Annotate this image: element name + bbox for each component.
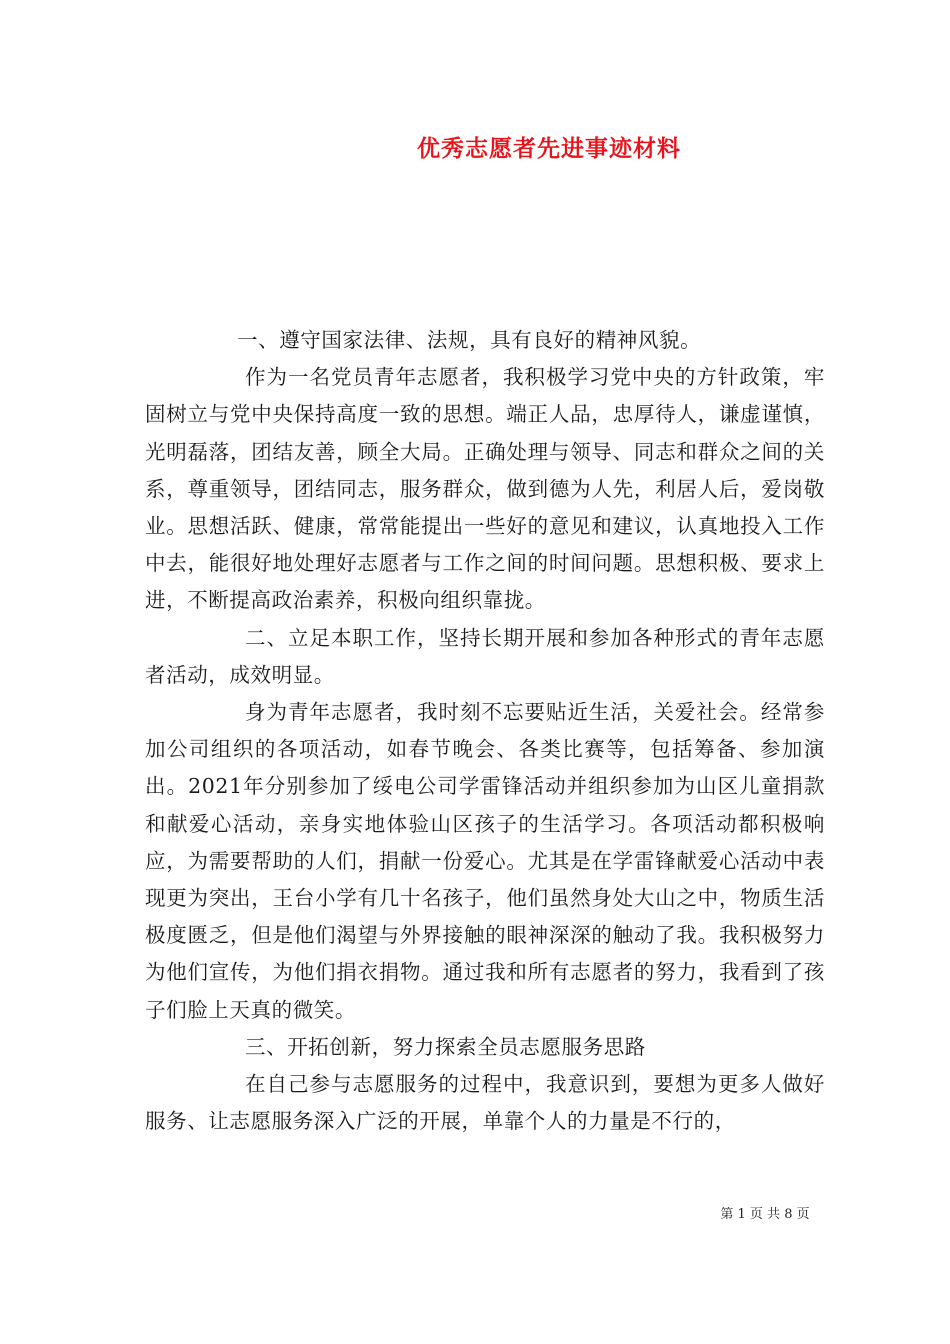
section-heading-1: 一、遵守国家法律、法规，具有良好的精神风貌。 xyxy=(237,328,702,352)
paragraph: 作为一名党员青年志愿者，我积极学习党中央的方针政策，牢固树立与党中央保持高度一致的思想。端正人品，忠厚待人，谦虚谨慎，光明磊落，团结友善，顾全大局。正确处理与领导、同志和群众之间的关系，尊重领导，团结同志，服务群众，做到德为人先，利居人后，爱岗敬业。思想活跃、健康，常常能提出一些好的意见和建议，认真地投入工作中去，能很好地处理好志愿者与工作之间的时间问题。思想积极、要求上进，不断提高政治素养，积极向组织靠拢。 xyxy=(145,365,825,613)
document-body xyxy=(145,322,825,1140)
section-heading-2: 二、立足本职工作，坚持长期开展和参加各种形式的青年志愿者活动，成效明显。 xyxy=(145,625,825,687)
paragraph: 在自己参与志愿服务的过程中，我意识到，要想为更多人做好服务、让志愿服务深入广泛的开展，单靠个人的力量是不行的， xyxy=(145,1072,825,1134)
document-title: 优秀志愿者先进事迹材料 xyxy=(417,135,681,162)
section-heading-3: 三、开拓创新，努力探索全员志愿服务思路 xyxy=(245,1034,646,1059)
paragraph: 身为青年志愿者，我时刻不忘要贴近生活，关爱社会。经常参加公司组织的各项活动，如春节晚会、各类比赛等，包括筹备、参加演出。2021年分别参加了绥电公司学雷锋活动并组织参加为山区儿童捐款和献爱心活动，亲身实地体验山区孩子的生活学习。各项活动都积极响应，为需要帮助的人们，捐献一份爱心。尤其是在学雷锋献爱心活动中表现更为突出，王台小学有几十名孩子，他们虽然身处大山之中，物质生活极度匮乏，但是他们渴望与外界接触的眼神深深的触动了我。我积极努力为他们宣传，为他们捐衣捐物。通过我和所有志愿者的努力，我看到了孩子们脸上天真的微笑。 xyxy=(145,700,825,1022)
page-footer: 第 1 页 共 8 页 xyxy=(720,1207,810,1222)
